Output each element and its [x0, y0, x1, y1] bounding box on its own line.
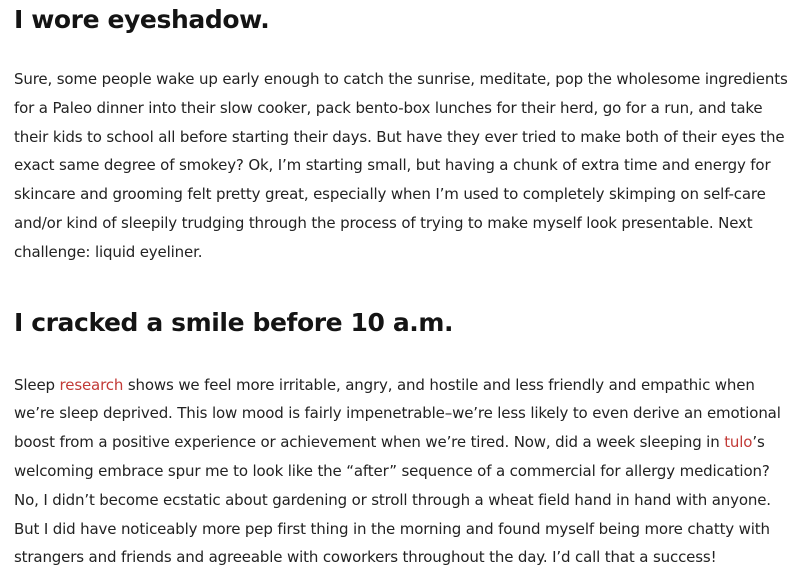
- section-heading-eyeshadow: I wore eyeshadow.: [14, 5, 270, 34]
- section-heading-smile: I cracked a smile before 10 a.m.: [14, 307, 454, 337]
- paragraph-smile: [14, 371, 790, 572]
- tulo-link[interactable]: tulo: [724, 433, 753, 452]
- paragraph-eyeshadow: Sure, some people wake up early enough to catch the sunrise, meditate, pop the wholesome ingredients for a Paleo dinner into their slow cooker, pack bento-box lunches for their herd, go for a run, and take their kids to school all before starting their days. But have they ever tried to make both of their eyes the exact same degree of smokey? Ok, I’m starting small, but having a chunk of extra time and energy for skincare and grooming felt pretty great, especially when I’m used to completely skimping on self-care and/or kind of sleepily trudging through the process of trying to make myself look presentable. Next challenge: liquid eyeliner.: [14, 70, 788, 261]
- paragraph-text-segment: ’s welcoming embrace spur me to look like the “after” sequence of a commercial for allergy medication? No, I didn’t become ecstatic about gardening or stroll through a wheat field hand in hand with anyone. But I did have noticeably more pep first thing in the morning and found myself being more chatty with strangers and friends and agreeable with coworkers throughout the day. I’d call that a success!: [14, 433, 771, 567]
- research-link[interactable]: research: [59, 375, 124, 394]
- paragraph-text-segment: Sleep: [14, 375, 60, 394]
- paragraph-text-segment: shows we feel more irritable, angry, and hostile and less friendly and empathic when we’re sleep deprived. This low mood is fairly impenetrable–we’re less likely to even derive an emotional boost from a positive experience or achievement when we’re tired. Now, did a week sleeping in: [14, 375, 781, 452]
